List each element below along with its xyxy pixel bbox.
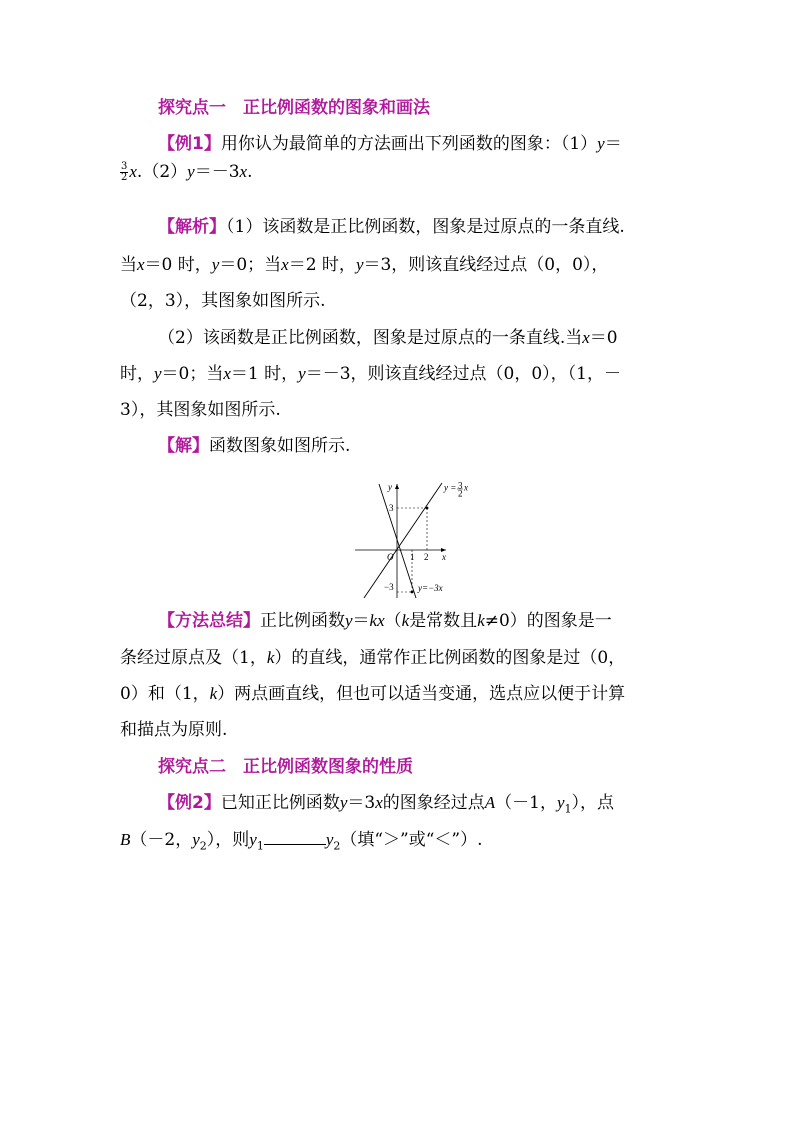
analysis-line1: 【解析】（1）该函数是正比例函数，图象是过原点的一条直线. bbox=[158, 217, 625, 237]
line1-frac-num: 3 bbox=[458, 480, 463, 491]
example1-text: 用你认为最简单的方法画出下列函数的图象：（1） bbox=[220, 134, 598, 154]
y-axis-arrow bbox=[395, 484, 399, 489]
point-1-neg3 bbox=[411, 591, 414, 594]
method-line3: 0）和（1，k）两点画直线，但也可以适当变通，选点应以便于计算 bbox=[120, 684, 626, 704]
point-2-3 bbox=[426, 507, 429, 510]
method-line2: 条经过原点及（1，k）的直线，通常作正比例函数的图象是过（0， bbox=[120, 648, 626, 668]
solution-tag: 【解】 bbox=[158, 436, 209, 456]
method-tag: 【方法总结】 bbox=[158, 611, 260, 631]
line2-label: y=−3x bbox=[418, 583, 443, 593]
line-y-neg3x bbox=[379, 484, 416, 598]
tick-label-3: 3 bbox=[389, 503, 394, 513]
section-heading-1: 探究点一 正比例函数的图象和画法 bbox=[158, 98, 430, 118]
analysis-line2: 当x＝0 时，y＝0；当x＝2 时，y＝3，则该直线经过点（0，0）， bbox=[120, 255, 609, 275]
function-graph bbox=[350, 480, 470, 600]
analysis-line6: 3），其图象如图所示. bbox=[120, 400, 281, 420]
line-y-3-2x bbox=[364, 483, 442, 598]
solution-line: 【解】函数图象如图所示. bbox=[158, 436, 351, 456]
example2-tag: 【例2】 bbox=[158, 793, 221, 813]
fraction-3-2: $\frac{3}{2}$ bbox=[121, 161, 128, 183]
example1-line1: 【例1】用你认为最简单的方法画出下列函数的图象：（1）y＝ bbox=[158, 134, 622, 154]
method-line1: 【方法总结】正比例函数y＝kx（k是常数且k≠0）的图象是一 bbox=[158, 611, 612, 631]
analysis-line4: （2）该函数是正比例函数，图象是过原点的一条直线.当x＝0 bbox=[158, 328, 618, 348]
example2-line2: B（－2，$y_2$），则$y_1$ $y_2$（填“＞”或“＜”）. bbox=[120, 830, 483, 853]
line1-frac-den: 2 bbox=[458, 488, 463, 499]
y-axis-label: y bbox=[388, 482, 392, 492]
x-axis-label: x bbox=[442, 552, 446, 562]
analysis-tag: 【解析】 bbox=[158, 217, 226, 237]
method-line4: 和描点为原则. bbox=[120, 720, 228, 740]
origin-label: O bbox=[387, 552, 394, 562]
analysis-line3: （2，3），其图象如图所示. bbox=[120, 291, 326, 311]
example1-line2: $\frac{3}{2}$ x.（2）y＝－3x. bbox=[121, 161, 253, 183]
analysis-line5: 时，y＝0；当x＝1 时，y＝－3，则该直线经过点（0，0），（1，－ bbox=[120, 364, 621, 384]
answer-blank[interactable] bbox=[264, 830, 326, 845]
tick-label-neg3: −3 bbox=[384, 582, 394, 592]
tick-label-2: 2 bbox=[424, 552, 429, 562]
line1-label-x: x bbox=[464, 482, 468, 493]
line1-label: y = bbox=[444, 482, 457, 493]
example1-tag: 【例1】 bbox=[158, 134, 221, 154]
tick-label-1: 1 bbox=[410, 552, 415, 562]
example2-line1: 【例2】已知正比例函数y＝3x的图象经过点A（－1，$y_1$），点 bbox=[158, 793, 615, 816]
section-heading-2: 探究点二 正比例函数图象的性质 bbox=[158, 757, 413, 777]
